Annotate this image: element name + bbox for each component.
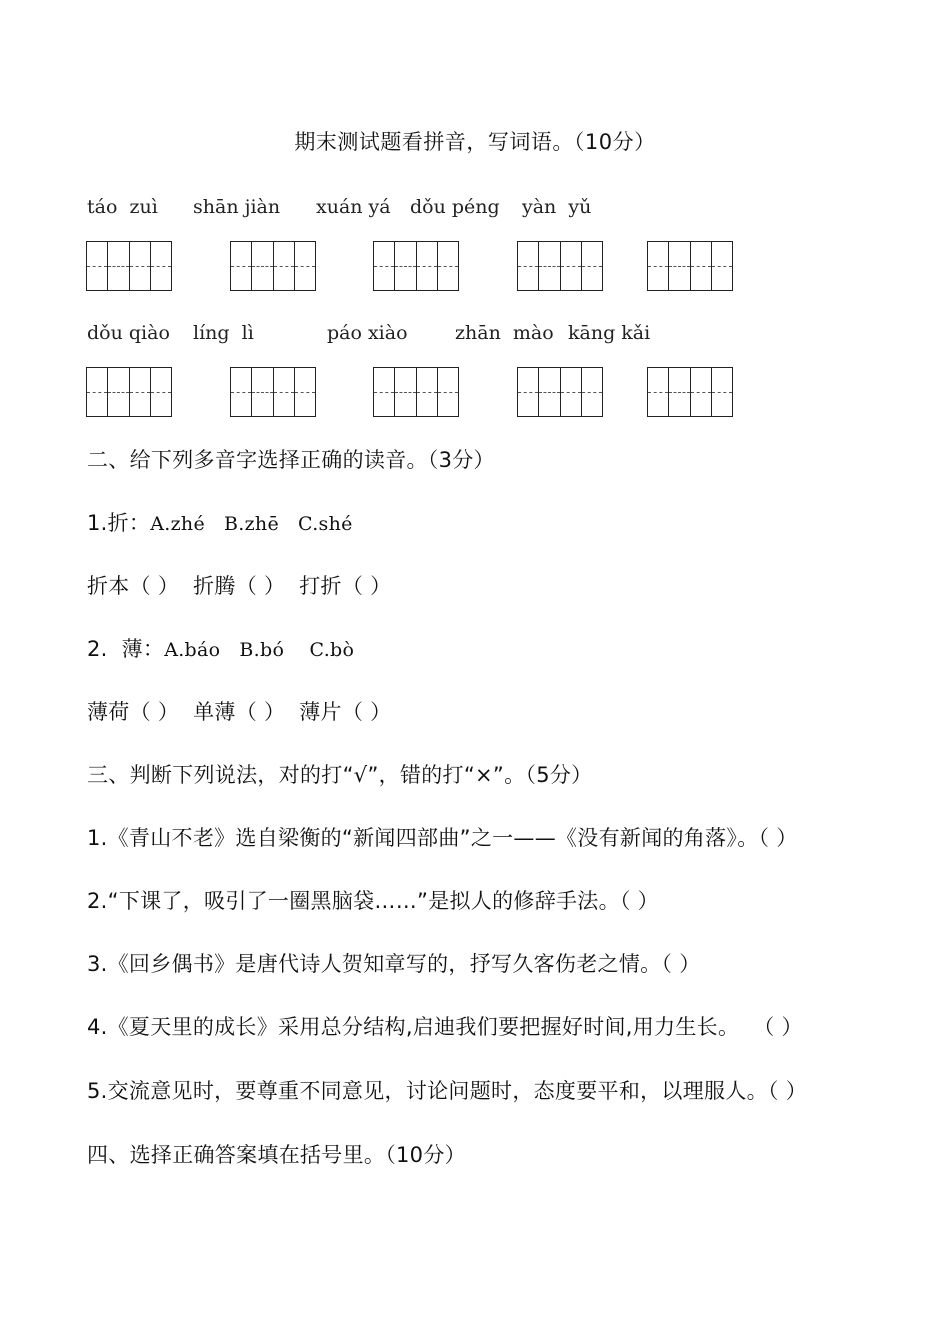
page-title: 期末测试题看拼音，写词语。（10分） [294,130,656,154]
section-2-heading: 二、给下列多音字选择正确的读音。（3分） [87,448,495,472]
pinyin-item: zhān mào [455,322,554,344]
writing-box-row-1 [0,241,950,293]
pinyin-item: shān jiàn [193,196,281,218]
writing-grid[interactable] [373,367,459,417]
reading-options: A.báo B.bó C.bò [164,639,355,661]
pinyin-item: dǒu péng [410,196,500,218]
judgement-item: 5.交流意见时，要尊重不同意见，讨论问题时，态度要平和，以理服人。（ ） [87,1079,808,1103]
writing-grid[interactable] [230,367,316,417]
writing-grid[interactable] [517,367,603,417]
pinyin-item: yàn yǔ [522,196,592,218]
pinyin-item: kāng kǎi [568,322,651,344]
writing-grid[interactable] [647,367,733,417]
writing-box-row-2 [0,367,950,419]
pinyin-row-2 [0,322,950,348]
writing-grid[interactable] [647,241,733,291]
pinyin-item: páo xiào [327,322,408,344]
reading-options: A.zhé B.zhē C.shé [150,513,353,535]
polyphone-char: 1.折： [87,511,151,535]
judgement-item: 4.《夏天里的成长》采用总分结构,启迪我们要把握好时间,用力生长。 （ ） [87,1015,803,1039]
pinyin-item: táo zuì [87,196,158,218]
writing-grid[interactable] [86,367,172,417]
polyphone-question-1 [87,507,353,537]
polyphone-question-2 [87,633,354,663]
polyphone-words-1: 折本（ ） 折腾（ ） 打折（ ） [87,574,392,598]
writing-grid[interactable] [86,241,172,291]
polyphone-char: 2. 薄： [87,637,165,661]
section-4-heading: 四、选择正确答案填在括号里。（10分） [87,1143,466,1167]
pinyin-item: dǒu qiào [87,322,170,344]
section-3-heading: 三、判断下列说法，对的打“√”，错的打“×”。（5分） [87,763,593,787]
judgement-item: 1.《青山不老》选自梁衡的“新闻四部曲”之一——《没有新闻的角落》。（ ） [87,826,798,850]
polyphone-words-2: 薄荷（ ） 单薄（ ） 薄片（ ） [87,700,392,724]
writing-grid[interactable] [230,241,316,291]
pinyin-item: xuán yá [316,196,391,218]
pinyin-item: líng lì [193,322,254,344]
judgement-item: 3.《回乡偶书》是唐代诗人贺知章写的，抒写久客伤老之情。（ ） [87,952,701,976]
writing-grid[interactable] [517,241,603,291]
judgement-item: 2.“下课了，吸引了一圈黑脑袋……”是拟人的修辞手法。（ ） [87,889,659,913]
writing-grid[interactable] [373,241,459,291]
pinyin-row-1 [0,196,950,222]
